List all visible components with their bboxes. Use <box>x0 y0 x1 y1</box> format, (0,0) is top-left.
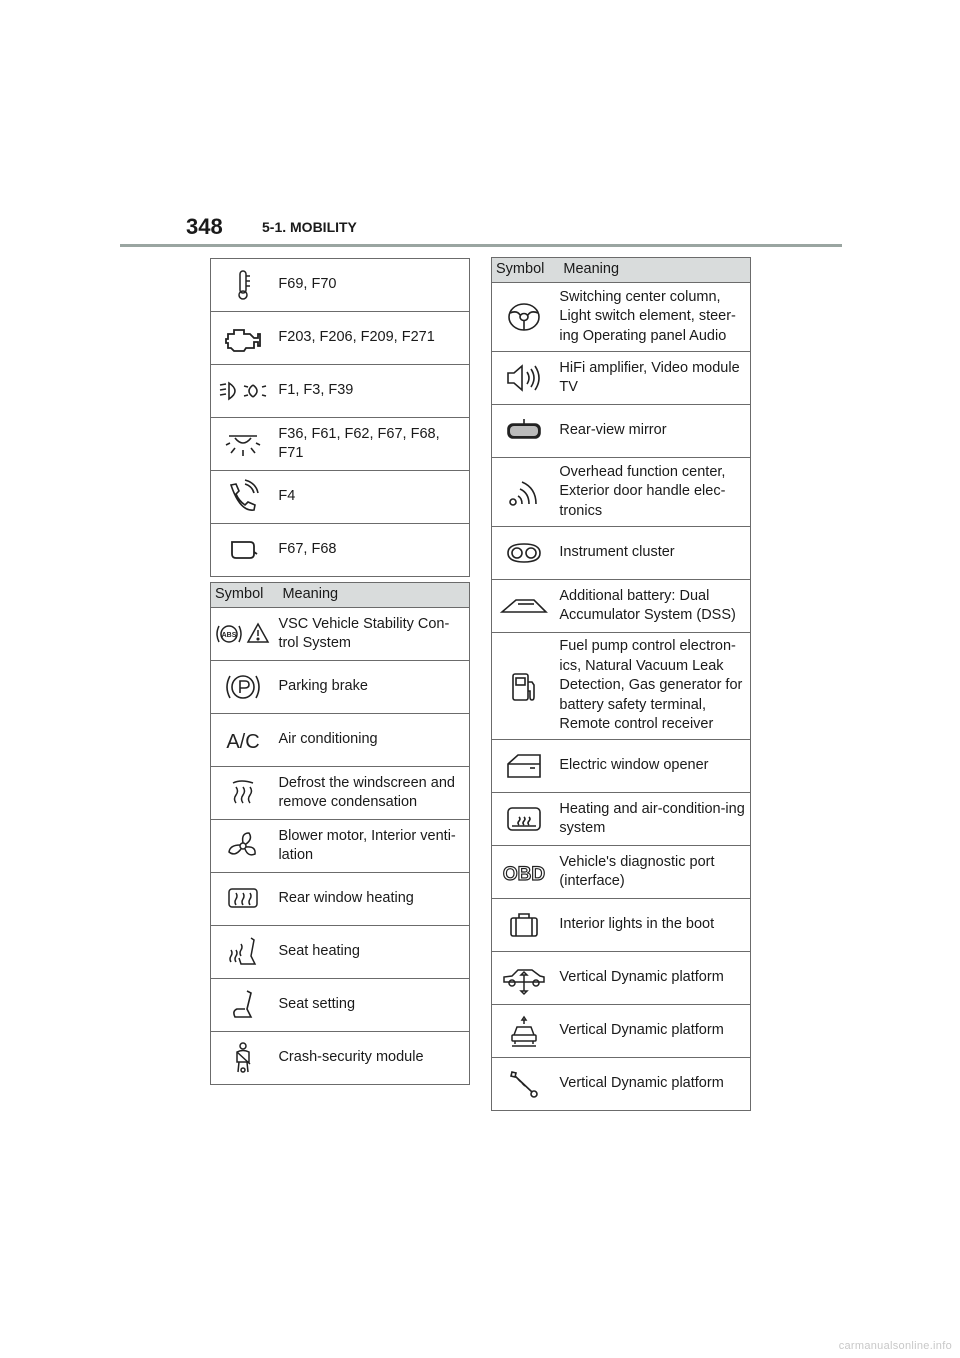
table-row <box>492 580 751 633</box>
seatbelt-icon <box>211 1032 279 1085</box>
header-divider <box>120 244 842 247</box>
meaning-text: Heating and air-condition-ing system <box>559 793 750 846</box>
headlight-icon <box>211 365 279 418</box>
symbol-table-left <box>210 582 470 1085</box>
car-door-icon <box>492 740 560 793</box>
meaning-text: F1, F3, F39 <box>278 365 469 418</box>
meaning-text: F4 <box>278 471 469 524</box>
table-row <box>211 365 470 418</box>
svg-text:OBD: OBD <box>502 864 545 885</box>
seat-heating-icon <box>211 926 279 979</box>
table-row <box>211 418 470 471</box>
table-row <box>211 524 470 577</box>
meaning-text: Defrost the windscreen and remove condensation <box>278 767 469 820</box>
meaning-text: F67, F68 <box>278 524 469 577</box>
boot-icon <box>492 899 560 952</box>
rear-window-heating-icon <box>211 873 279 926</box>
meaning-text: Vertical Dynamic platform <box>559 1005 750 1058</box>
table-row <box>492 527 751 580</box>
header-meaning: Meaning <box>559 258 750 283</box>
defrost-icon <box>211 767 279 820</box>
table-row <box>492 952 751 1005</box>
car-front-icon <box>492 1005 560 1058</box>
instrument-cluster-icon <box>492 527 560 580</box>
meaning-text: Parking brake <box>278 661 469 714</box>
meaning-text: Crash-security module <box>278 1032 469 1085</box>
table-row <box>492 1058 751 1111</box>
header-symbol: Symbol <box>211 583 279 608</box>
abs-warning-icon <box>211 608 279 661</box>
watermark: carmanualsonline.info <box>838 1340 952 1352</box>
header-meaning: Meaning <box>278 583 469 608</box>
table-row <box>211 979 470 1032</box>
symbol-table-right <box>491 257 751 1111</box>
phone-icon <box>211 471 279 524</box>
meaning-text: Vertical Dynamic platform <box>559 1058 750 1111</box>
meaning-text: F69, F70 <box>278 259 469 312</box>
meaning-text: Electric window opener <box>559 740 750 793</box>
speaker-icon <box>492 352 560 405</box>
table-row <box>492 846 751 899</box>
table-row <box>211 608 470 661</box>
table-row <box>492 899 751 952</box>
meaning-text: Interior lights in the boot <box>559 899 750 952</box>
meaning-text: Rear window heating <box>278 873 469 926</box>
meaning-text: Seat setting <box>278 979 469 1032</box>
meaning-text: Fuel pump control electron-ics, Natural Vacuum Leak Detection, Gas generator for battery safety terminal, Remote control receiver <box>559 633 750 740</box>
meaning-text: VSC Vehicle Stability Con-trol System <box>278 608 469 661</box>
table-row <box>211 767 470 820</box>
table-row <box>211 259 470 312</box>
table-row <box>492 740 751 793</box>
meaning-text: Vertical Dynamic platform <box>559 952 750 1005</box>
section-title: 5-1. MOBILITY <box>262 219 357 235</box>
table-row <box>211 1032 470 1085</box>
hvac-icon <box>492 793 560 846</box>
table-row <box>211 714 470 767</box>
meaning-text: Additional battery: Dual Accumulator System (DSS) <box>559 580 750 633</box>
table-row <box>492 1005 751 1058</box>
steering-wheel-icon <box>492 283 560 352</box>
table-row <box>211 471 470 524</box>
interior-light-icon <box>211 418 279 471</box>
obd-icon <box>492 846 560 899</box>
table-row <box>492 352 751 405</box>
ac-icon <box>211 714 279 767</box>
svg-text:ABS: ABS <box>221 632 237 639</box>
table-row <box>211 820 470 873</box>
table-row <box>492 458 751 527</box>
table-row <box>492 793 751 846</box>
table-row <box>492 283 751 352</box>
meaning-text: Rear-view mirror <box>559 405 750 458</box>
svg-text:A/C: A/C <box>226 731 260 753</box>
page-number: 348 <box>186 214 223 239</box>
meaning-text: F203, F206, F209, F271 <box>278 312 469 365</box>
car-roof-icon <box>492 580 560 633</box>
meaning-text: HiFi amplifier, Video module TV <box>559 352 750 405</box>
meaning-text: Vehicle's diagnostic port (interface) <box>559 846 750 899</box>
table-row <box>211 926 470 979</box>
fuel-pump-icon <box>492 633 560 740</box>
table-row <box>492 405 751 458</box>
parking-brake-icon <box>211 661 279 714</box>
mirror-icon <box>211 524 279 577</box>
car-lift-icon <box>492 952 560 1005</box>
meaning-text: F36, F61, F62, F67, F68, F71 <box>278 418 469 471</box>
table-header-row <box>492 258 751 283</box>
meaning-text: Overhead function center, Exterior door handle elec-tronics <box>559 458 750 527</box>
meaning-text: Blower motor, Interior venti-lation <box>278 820 469 873</box>
meaning-text: Air conditioning <box>278 714 469 767</box>
fuse-table <box>210 258 470 577</box>
wireless-icon <box>492 458 560 527</box>
wrench-icon <box>492 1058 560 1111</box>
table-row <box>492 633 751 740</box>
engine-icon <box>211 312 279 365</box>
meaning-text: Seat heating <box>278 926 469 979</box>
table-row <box>211 312 470 365</box>
rearview-mirror-icon <box>492 405 560 458</box>
table-header-row <box>211 583 470 608</box>
thermometer-icon <box>211 259 279 312</box>
meaning-text: Instrument cluster <box>559 527 750 580</box>
table-row <box>211 873 470 926</box>
meaning-text: Switching center column, Light switch element, steer-ing Operating panel Audio <box>559 283 750 352</box>
table-row <box>211 661 470 714</box>
fan-icon <box>211 820 279 873</box>
header-symbol: Symbol <box>492 258 560 283</box>
seat-icon <box>211 979 279 1032</box>
